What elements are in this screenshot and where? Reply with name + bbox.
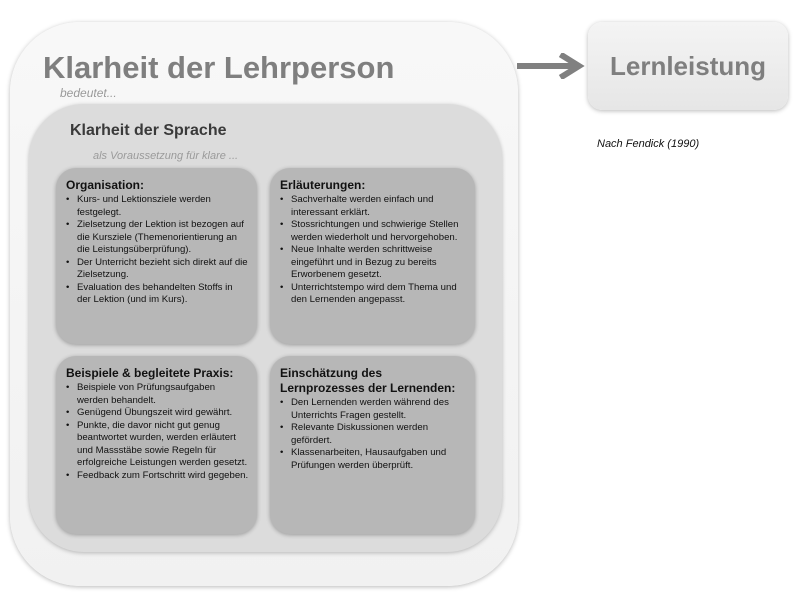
source-citation: Nach Fendick (1990): [597, 138, 700, 150]
list-item: • Unterrichtstempo wird dem Thema und den Lernenden angepasst.: [280, 282, 467, 307]
arrow-right-icon: [517, 53, 587, 79]
list-item: • Beispiele von Prüfungsaufgaben werden behandelt.: [66, 382, 249, 407]
card-list: [66, 382, 249, 482]
list-item: • Stossrichtungen und schwierige Stellen werden wiederholt und hervorgehoben.: [280, 219, 467, 244]
list-item: • Klassenarbeiten, Hausaufgaben und Prüfungen werden überprüft.: [280, 447, 467, 472]
list-item: • Neue Inhalte werden schrittweise eingeführt und in Bezug zu bereits Erworbenem gesetzt.: [280, 244, 467, 282]
card-organisation: [56, 168, 257, 344]
list-item: • Relevante Diskussionen werden gefördert.: [280, 422, 467, 447]
list-item: • Evaluation des behandelten Stoffs in der Lektion (und im Kurs).: [66, 282, 249, 307]
card-title: Einschätzung des Lernprozesses der Lernenden:: [280, 366, 456, 395]
list-item: • Punkte, die davor nicht gut genug beantwortet wurden, werden erläutert und Massstäbe sowie Regeln für erfolgreiche Leistungen werden gesetzt.: [66, 420, 249, 470]
card-list: [280, 397, 467, 472]
card-title: Erläuterungen:: [280, 178, 366, 192]
card-list: [66, 194, 249, 307]
list-item: • Feedback zum Fortschritt wird gegeben.: [66, 470, 249, 483]
inner-title: Klarheit der Sprache: [70, 122, 227, 139]
list-item: • Genügend Übungszeit wird gewährt.: [66, 407, 249, 420]
list-item: • Zielsetzung der Lektion ist bezogen auf die Kursziele (Themenorientierung an die Leistungsüberprüfung).: [66, 219, 249, 257]
list-item: • Den Lernenden werden während des Unterrichts Fragen gestellt.: [280, 397, 467, 422]
result-label: Lernleistung: [609, 50, 766, 81]
result-box-lernleistung: [588, 22, 788, 110]
card-beispiele-praxis: [56, 356, 257, 534]
list-item: • Kurs- und Lektionsziele werden festgelegt.: [66, 194, 249, 219]
card-list: [280, 194, 467, 307]
list-item: • Sachverhalte werden einfach und interessant erklärt.: [280, 194, 467, 219]
card-title: Organisation:: [66, 178, 145, 192]
list-item: • Der Unterricht bezieht sich direkt auf die Zielsetzung.: [66, 257, 249, 282]
outer-subtitle: bedeutet...: [60, 86, 117, 100]
card-einschaetzung-lernprozess: [270, 356, 475, 534]
outer-title: Klarheit der Lehrperson: [43, 50, 395, 85]
card-title: Beispiele & begleitete Praxis:: [66, 366, 234, 380]
card-erlaeuterungen: [270, 168, 475, 344]
inner-subtitle: als Voraussetzung für klare ...: [93, 150, 239, 162]
